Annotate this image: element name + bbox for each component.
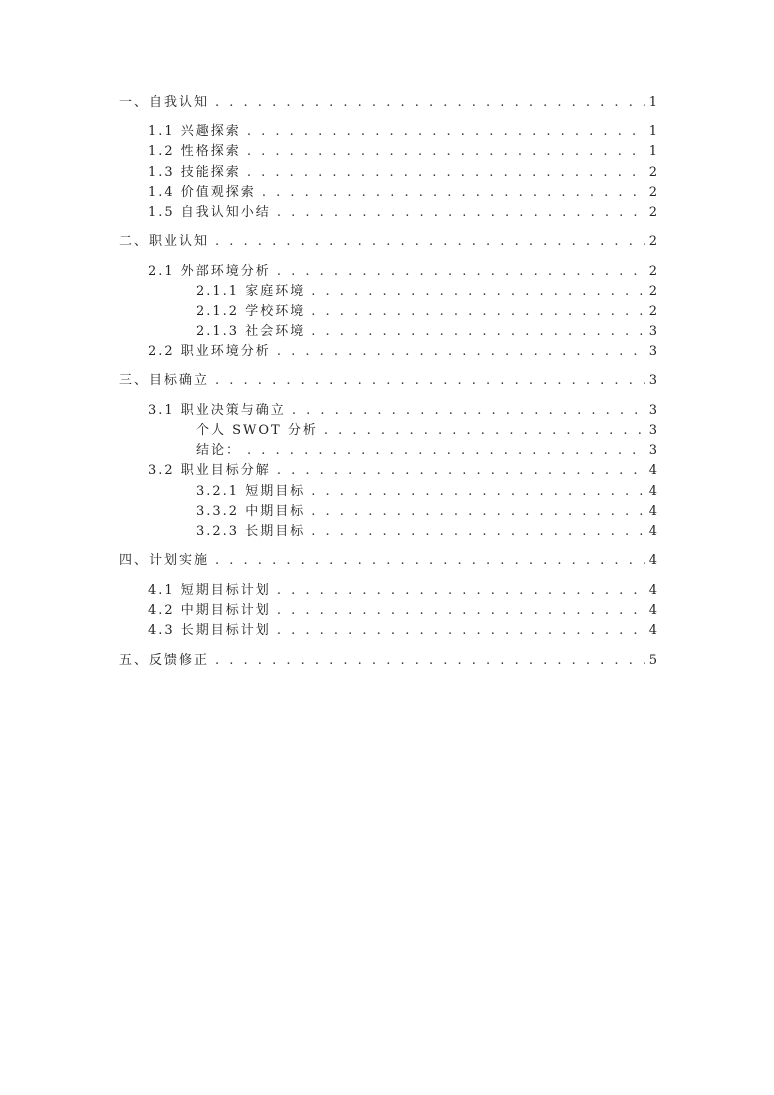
toc-entry-short-term-plan[interactable] (148, 582, 657, 600)
toc-entry-label: 个人 SWOT 分析 (196, 423, 318, 438)
dot-leader (311, 323, 645, 341)
toc-entry-label: 1.3 技能探索 (148, 165, 241, 180)
dot-leader (311, 303, 645, 321)
toc-entry-label: 结论： (196, 443, 242, 458)
toc-page-number: 5 (648, 653, 657, 668)
dot-leader (277, 204, 645, 222)
dot-leader (215, 372, 645, 390)
dot-leader (277, 582, 645, 600)
toc-entry-label: 2.2 职业环境分析 (148, 344, 271, 359)
toc-entry-family-env[interactable] (196, 283, 657, 301)
toc-entry-label: 二、职业认知 (119, 234, 210, 249)
toc-entry-label: 1.2 性格探索 (148, 144, 241, 159)
toc-entry-label: 4.1 短期目标计划 (148, 583, 271, 598)
dot-leader (277, 462, 645, 480)
toc-page-number: 2 (648, 264, 657, 279)
toc-entry-career-awareness[interactable] (119, 233, 657, 251)
toc-entry-goal-breakdown[interactable] (148, 462, 657, 480)
toc-page-number: 2 (648, 304, 657, 319)
toc-entry-personality[interactable] (148, 143, 657, 161)
toc-entry-label: 3.2 职业目标分解 (148, 463, 271, 478)
dot-leader (247, 143, 645, 161)
toc-entry-skills[interactable] (148, 164, 657, 182)
toc-page-number: 4 (648, 553, 657, 568)
toc-entry-conclusion[interactable] (196, 442, 657, 460)
toc-page-number: 3 (648, 373, 657, 388)
dot-leader (247, 123, 645, 141)
toc-entry-label: 三、目标确立 (119, 373, 210, 388)
toc-entry-long-term-plan[interactable] (148, 622, 657, 640)
toc-entry-label: 4.2 中期目标计划 (148, 603, 271, 618)
toc-page-number: 3 (648, 344, 657, 359)
toc-page-number: 4 (648, 623, 657, 638)
toc-entry-feedback[interactable] (119, 652, 657, 670)
toc-entry-label: 五、反馈修正 (119, 653, 210, 668)
toc-page-number: 2 (648, 185, 657, 200)
toc-entry-short-term-goal[interactable] (196, 483, 657, 501)
dot-leader (311, 523, 645, 541)
toc-entry-label: 3.1 职业决策与确立 (148, 403, 286, 418)
toc-entry-label: 2.1 外部环境分析 (148, 264, 271, 279)
toc-page-number: 2 (648, 234, 657, 249)
toc-entry-external-env[interactable] (148, 263, 657, 281)
dot-leader (311, 283, 645, 301)
dot-leader (277, 602, 645, 620)
toc-entry-label: 4.3 长期目标计划 (148, 623, 271, 638)
dot-leader (247, 442, 645, 460)
toc-page-number: 4 (648, 524, 657, 539)
toc-page-number: 1 (648, 144, 657, 159)
toc-page-number: 4 (648, 463, 657, 478)
toc-page-number: 2 (648, 205, 657, 220)
toc-entry-swot[interactable] (196, 422, 657, 440)
dot-leader (311, 503, 645, 521)
toc-entry-interest[interactable] (148, 123, 657, 141)
dot-leader (277, 622, 645, 640)
toc-entry-label: 1.1 兴趣探索 (148, 124, 241, 139)
dot-leader (311, 483, 645, 501)
toc-page-number: 3 (648, 324, 657, 339)
toc-entry-label: 1.5 自我认知小结 (148, 205, 271, 220)
toc-entry-plan-implementation[interactable] (119, 552, 657, 570)
toc-page-number: 1 (648, 124, 657, 139)
toc-entry-mid-term-plan[interactable] (148, 602, 657, 620)
toc-page-number: 4 (648, 504, 657, 519)
toc-page-number: 2 (648, 165, 657, 180)
toc-entry-label: 四、计划实施 (119, 553, 210, 568)
toc-entry-career-decision[interactable] (148, 402, 657, 420)
dot-leader (262, 184, 645, 202)
dot-leader (215, 94, 645, 112)
toc-entry-self-summary[interactable] (148, 204, 657, 222)
toc-page-number: 4 (648, 583, 657, 598)
toc-entry-label: 2.1.2 学校环境 (196, 304, 306, 319)
toc-entry-label: 2.1.1 家庭环境 (196, 284, 306, 299)
toc-entry-values[interactable] (148, 184, 657, 202)
dot-leader (215, 652, 645, 670)
toc-page-number: 4 (648, 484, 657, 499)
toc-entry-school-env[interactable] (196, 303, 657, 321)
toc-entry-label: 3.3.2 中期目标 (196, 504, 306, 519)
toc-page-number: 2 (648, 284, 657, 299)
dot-leader (324, 422, 645, 440)
dot-leader (292, 402, 645, 420)
toc-entry-career-env[interactable] (148, 343, 657, 361)
toc-entry-label: 3.2.3 长期目标 (196, 524, 306, 539)
toc-page-number: 4 (648, 603, 657, 618)
toc-entry-label: 3.2.1 短期目标 (196, 484, 306, 499)
dot-leader (215, 233, 645, 251)
dot-leader (277, 263, 645, 281)
toc-entry-goal-setting[interactable] (119, 372, 657, 390)
toc-entry-social-env[interactable] (196, 323, 657, 341)
toc-page-number: 3 (648, 403, 657, 418)
toc-entry-label: 一、自我认知 (119, 95, 210, 110)
toc-page-number: 3 (648, 443, 657, 458)
toc-entry-self-awareness[interactable] (119, 94, 657, 112)
toc-entry-mid-term-goal[interactable] (196, 503, 657, 521)
toc-entry-long-term-goal[interactable] (196, 523, 657, 541)
dot-leader (277, 343, 645, 361)
toc-entry-label: 2.1.3 社会环境 (196, 324, 306, 339)
toc-page-number: 1 (648, 95, 657, 110)
dot-leader (247, 164, 645, 182)
toc-entry-label: 1.4 价值观探索 (148, 185, 256, 200)
dot-leader (215, 552, 645, 570)
toc-page-number: 3 (648, 423, 657, 438)
